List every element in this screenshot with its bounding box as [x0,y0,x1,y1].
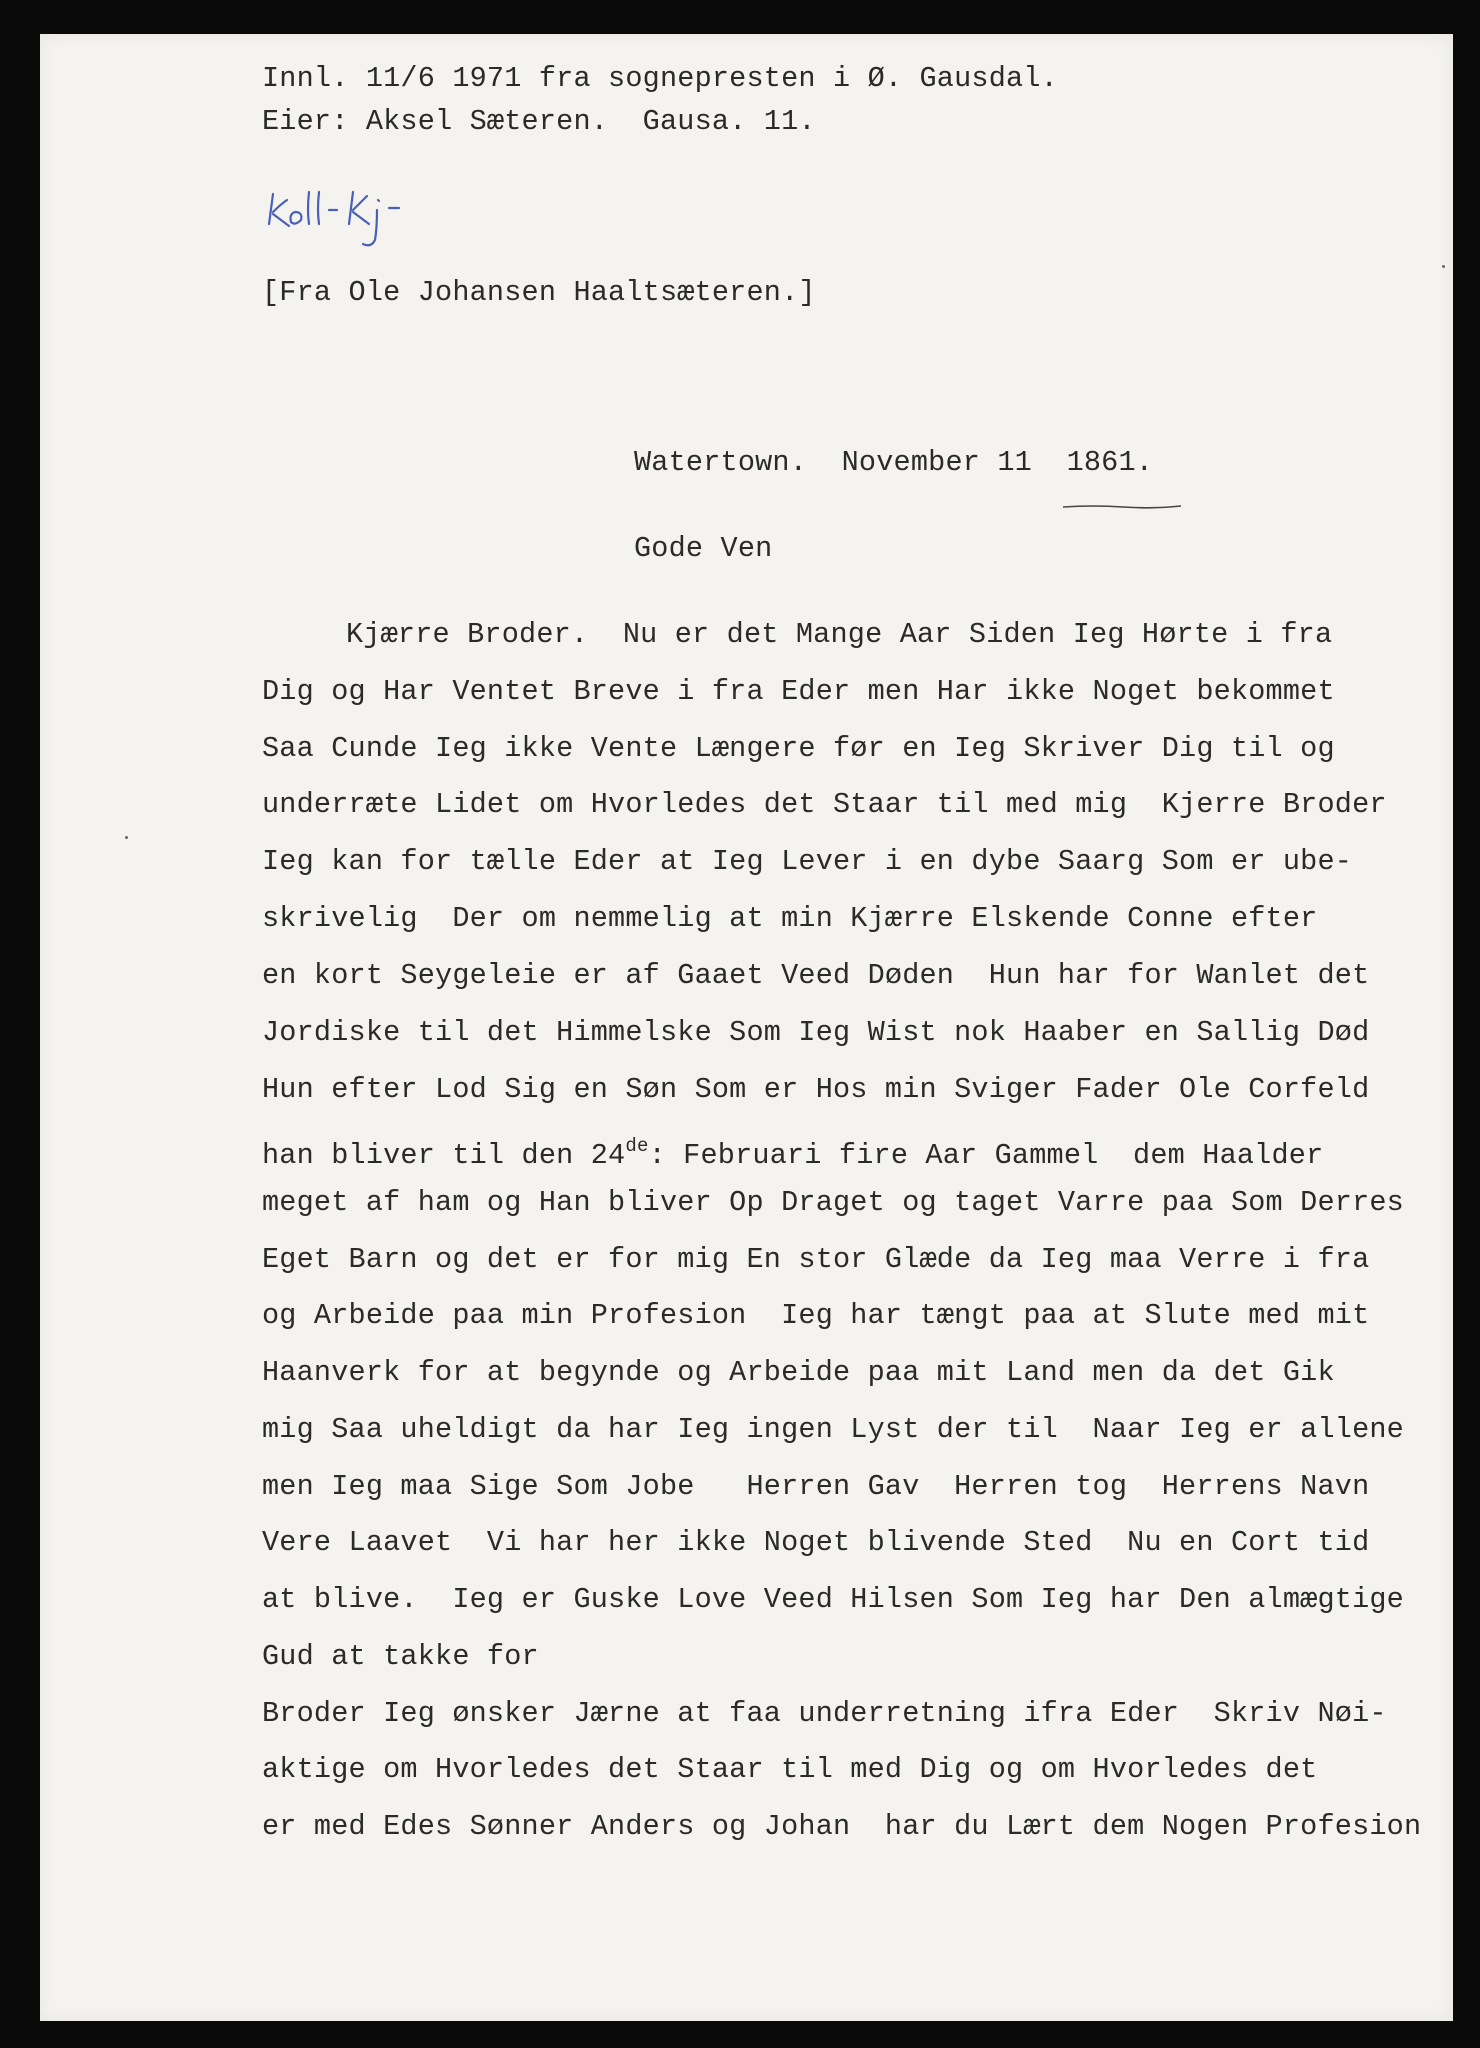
letter-line: Vere Laavet Vi har her ikke Noget blivende Sted Nu en Cort tid [262,1526,1370,1559]
letter-line: at blive. Ieg er Guske Love Veed Hilsen Som Ieg har Den almægtige [262,1583,1404,1616]
letter-line: Jordiske til det Himmelske Som Ieg Wist nok Haaber en Sallig Død [262,1016,1370,1049]
letter-line: en kort Seygeleie er af Gaaet Veed Døden Hun har for Wanlet det [262,959,1370,992]
letter-line: Eget Barn og det er for mig En stor Glæde da Ieg maa Verre i fra [262,1243,1370,1276]
letter-text: han bliver til den 24 [262,1139,626,1172]
source-note: [Fra Ole Johansen Haaltsæteren.] [262,276,816,309]
dateline: Watertown. November 11 1861. [634,446,1154,479]
document-page [40,34,1453,2021]
receipt-note: Innl. 11/6 1971 fra sognepresten i Ø. Gausdal. [262,62,1058,95]
letter-line: men Ieg maa Sige Som Jobe Herren Gav Herren tog Herrens Navn [262,1470,1370,1503]
salutation: Gode Ven [634,532,773,565]
date-underline [1063,504,1181,510]
letter-text: : Februari fire Aar Gammel dem Haalder [648,1139,1324,1172]
paper-speck [125,836,128,839]
letter-line: Saa Cunde Ieg ikke Vente Længere før en Ieg Skriver Dig til og [262,732,1335,765]
paper-speck [1442,265,1445,268]
owner-note: Eier: Aksel Sæteren. Gausa. 11. [262,105,816,138]
letter-line: Broder Ieg ønsker Jærne at faa underretning ifra Eder Skriv Nøi- [262,1697,1387,1730]
letter-line: meget af ham og Han bliver Op Draget og taget Varre paa Som Derres [262,1186,1404,1219]
letter-line: underræte Lidet om Hvorledes det Staar til med mig Kjerre Broder [262,788,1387,821]
handwritten-annotation [265,182,495,252]
letter-line [262,1129,1323,1173]
letter-line: Ieg kan for tælle Eder at Ieg Lever i en dybe Saarg Som er ube- [262,845,1353,878]
letter-line: mig Saa uheldigt da har Ieg ingen Lyst der til Naar Ieg er allene [262,1413,1404,1446]
letter-line: skrivelig Der om nemmelig at min Kjærre Elskende Conne efter [262,902,1318,935]
letter-line: er med Edes Sønner Anders og Johan har du Lært dem Nogen Profesion [262,1810,1422,1843]
letter-line: Gud at takke for [262,1640,539,1673]
letter-line: Hun efter Lod Sig en Søn Som er Hos min Sviger Fader Ole Corfeld [262,1073,1370,1106]
letter-line: Kjærre Broder. Nu er det Mange Aar Siden Ieg Hørte i fra [346,618,1333,651]
superscript: de [625,1135,649,1157]
letter-line: og Arbeide paa min Profesion Ieg har tængt paa at Slute med mit [262,1299,1370,1332]
letter-line: Haanverk for at begynde og Arbeide paa mit Land men da det Gik [262,1356,1335,1389]
letter-line: Dig og Har Ventet Breve i fra Eder men Har ikke Noget bekommet [262,675,1335,708]
letter-line: aktige om Hvorledes det Staar til med Dig og om Hvorledes det [262,1753,1318,1786]
